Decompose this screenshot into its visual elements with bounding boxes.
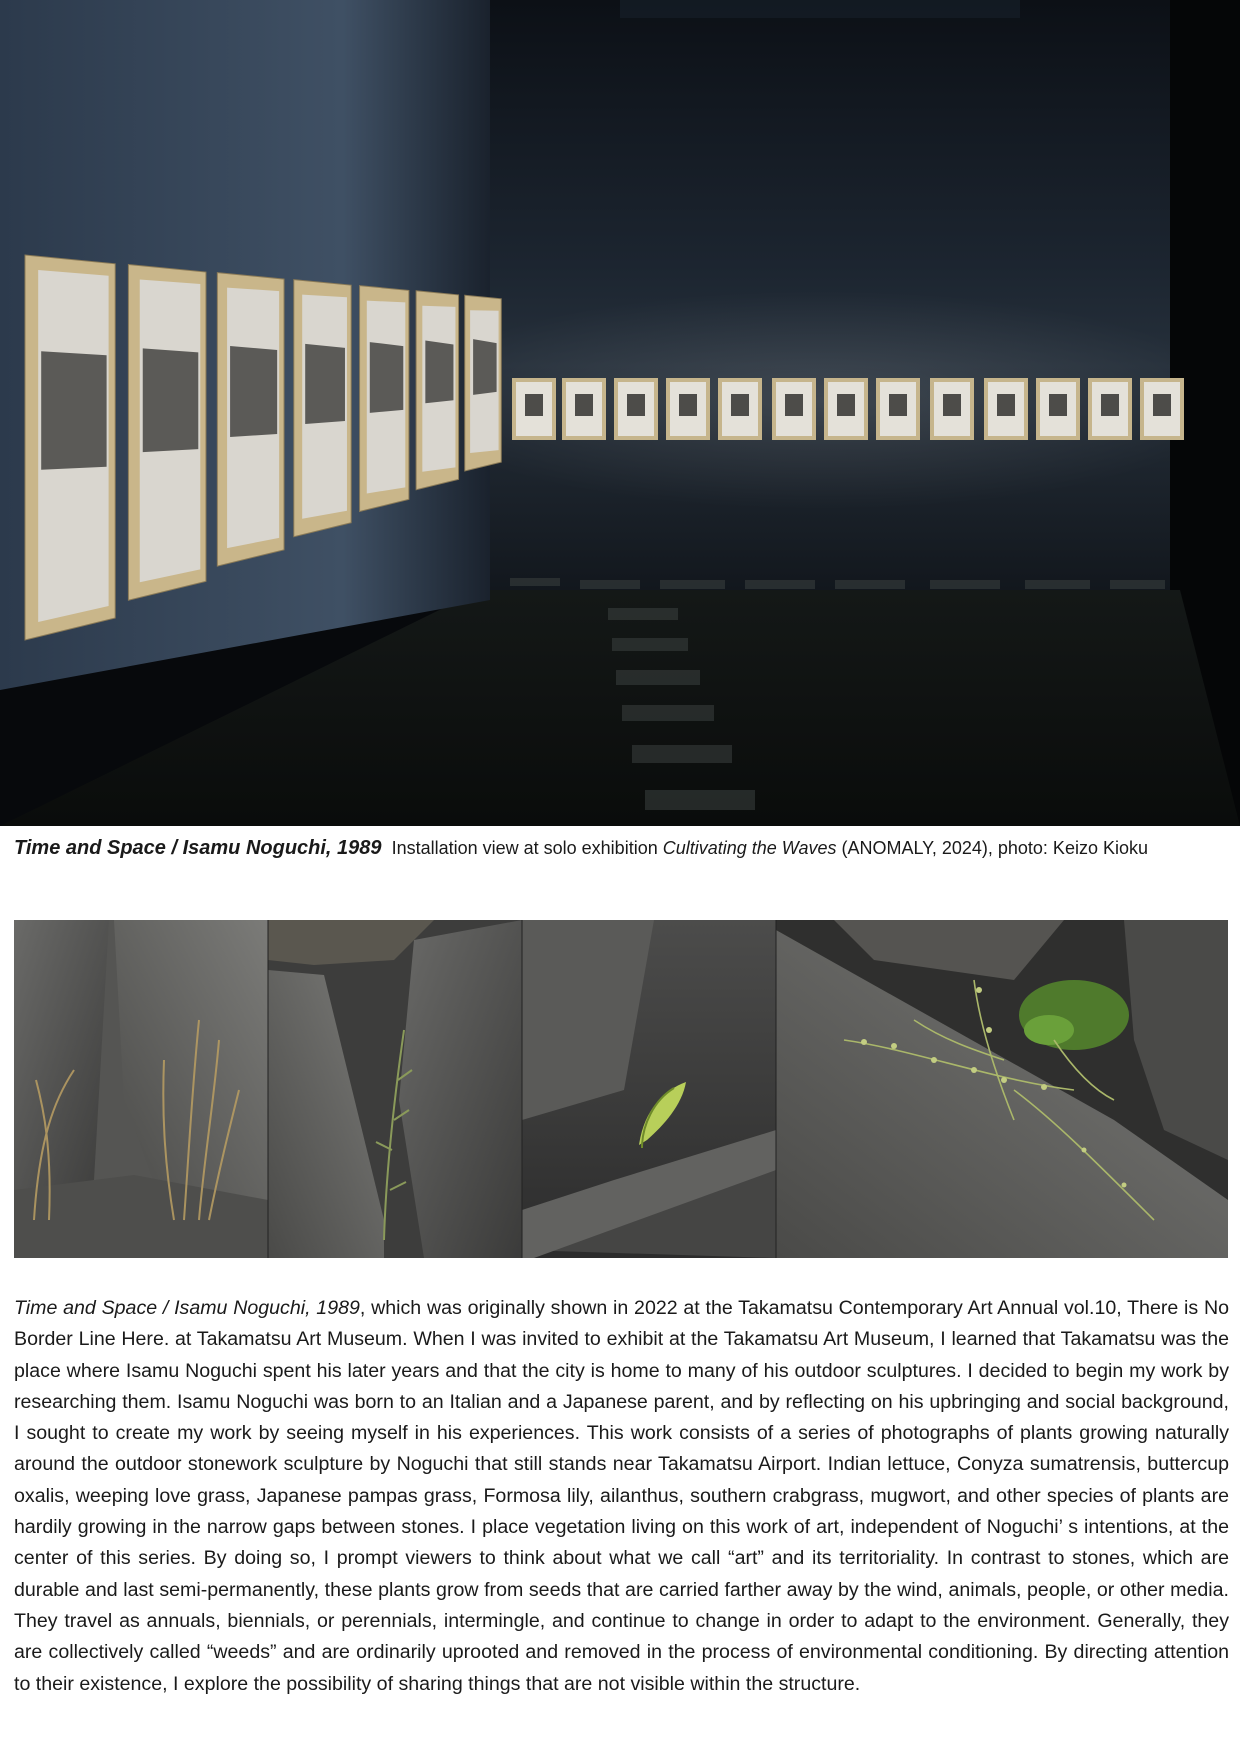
plant-photo-4	[776, 920, 1228, 1258]
description-text: , which was originally shown in 2022 at the Takamatsu Contemporary Art Annual vol.10, There is No Border Line Here. at Takamatsu Art Museum. When I was invited to exhibit at the Takamatsu Art Museum, I learned that Takamatsu was the place where Isamu Noguchi spent his later years and that the city is home to many of his outdoor sculptures. I decided to begin my work by researching them. Isamu Noguchi was born to an Italian and a Japanese parent, and by reflecting on his upbringing and social background, I sought to create my work by seeing myself in his experiences. This work consists of a series of photographs of plants growing naturally around the outdoor stonework sculpture by Noguchi that still stands near Takamatsu Airport. Indian lettuce, Conyza sumatrensis, buttercup oxalis, weeping love grass, Japanese pampas grass, Formosa lily, ailanthus, southern crabgrass, mugwort, and other species of plants are hardily growing in the narrow gaps between stones. I place vegetation living on this work of art, independent of Noguchi’ s intentions, at the center of this series. By doing so, I prompt viewers to think about what we call “art” and its territoriality. In contrast to stones, which are durable and last semi-permanently, these plants grow from seeds that are carried farther away by the wind, animals, people, or other media. They travel as annuals, biennials, or perennials, intermingle, and continue to change in order to adapt to the environment. Generally, they are collectively called “weeds” and are ordinarily uprooted and removed in the process of environmental conditioning. By directing attention to their existence, I explore the possibility of sharing things that are not visible within the structure.	[14, 1297, 1229, 1695]
description-title: Time and Space / Isamu Noguchi, 1989	[14, 1297, 360, 1319]
caption-text: Installation view at solo exhibition	[391, 838, 663, 858]
caption-credit: (ANOMALY, 2024), photo: Keizo Kioku	[836, 838, 1148, 858]
caption-exhibition: Cultivating the Waves	[662, 838, 837, 858]
plant-photo-2	[268, 920, 522, 1258]
caption-title: Time and Space / Isamu Noguchi, 1989	[14, 837, 382, 859]
plant-photo-3	[522, 920, 776, 1258]
artwork-description	[14, 1293, 1229, 1700]
plant-photo-1	[14, 920, 268, 1258]
installation-view-photo	[0, 0, 1240, 826]
photo-caption	[14, 834, 1234, 862]
plant-photo-strip	[14, 920, 1228, 1258]
